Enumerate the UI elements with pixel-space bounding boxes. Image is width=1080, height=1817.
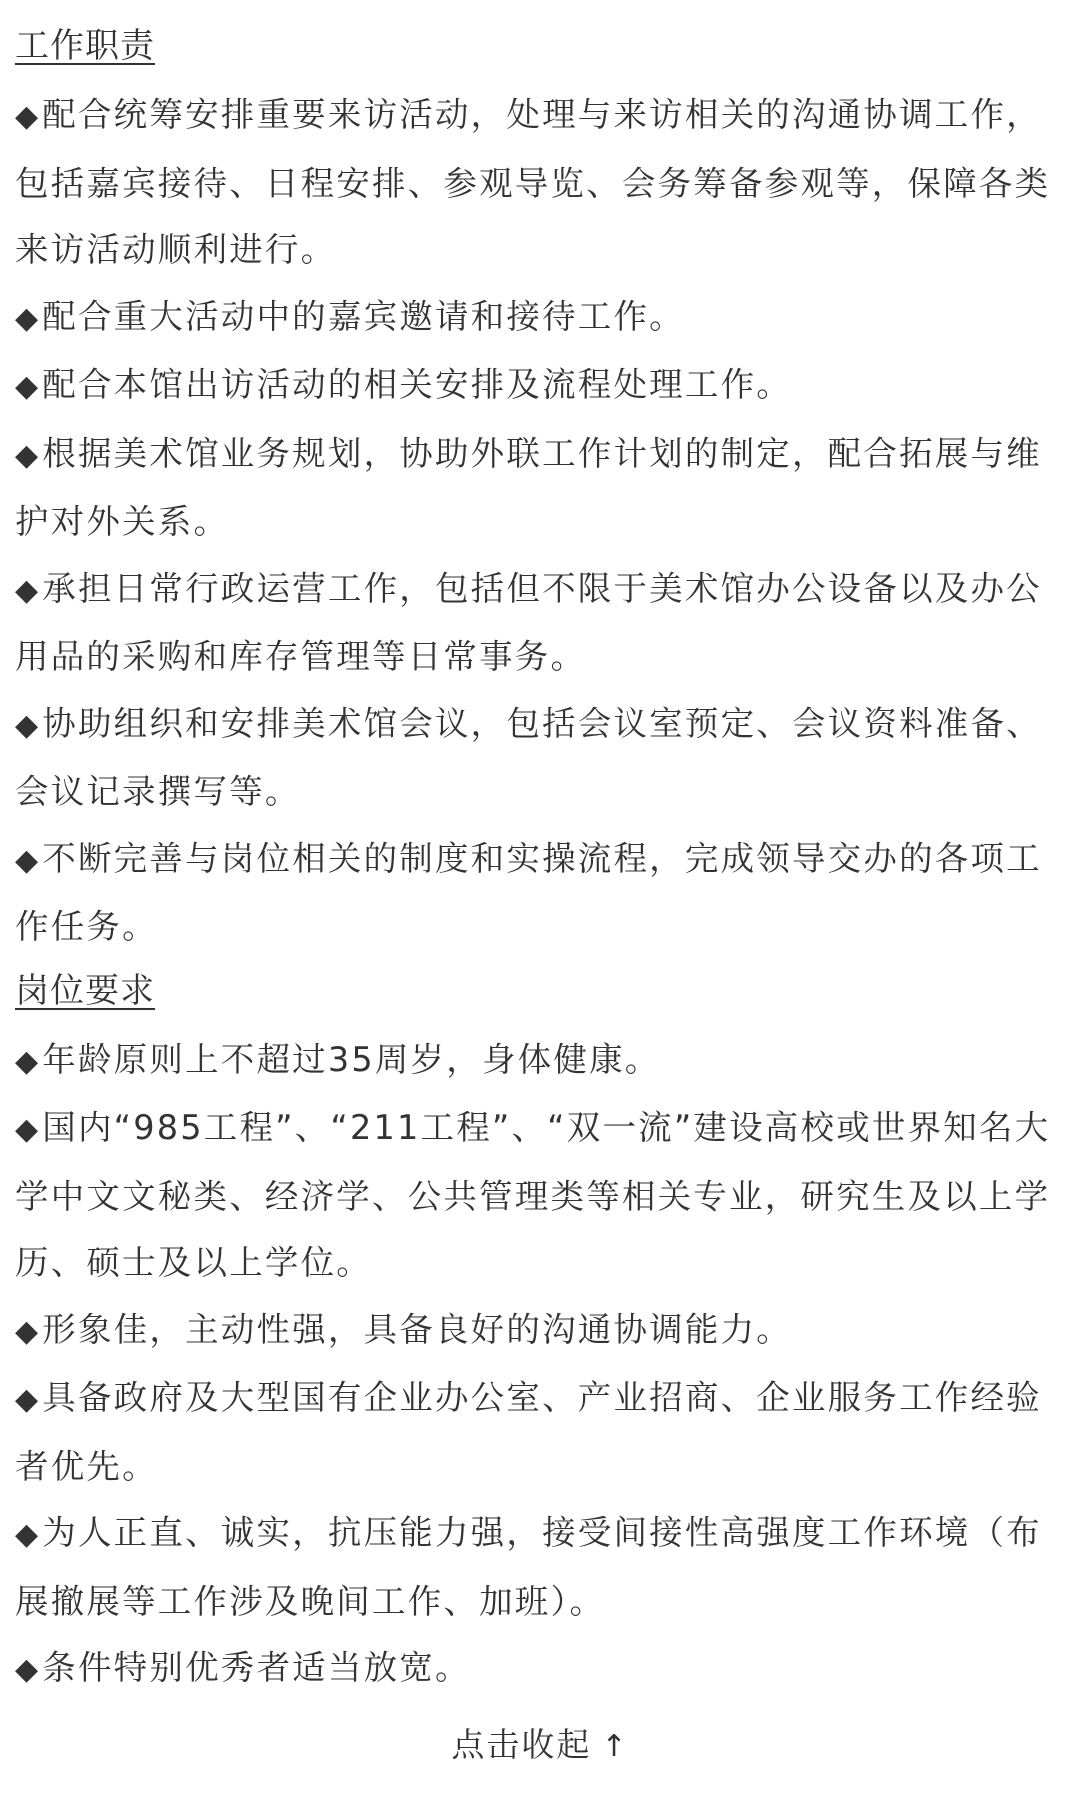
duty-text: 配合本馆出访活动的相关安排及流程处理工作。: [42, 365, 792, 404]
duties-section: [15, 16, 1066, 961]
duty-text: 配合重大活动中的嘉宾邀请和接待工作。: [42, 296, 685, 336]
diamond-bullet-icon: ◆: [15, 707, 41, 743]
duty-text: 协助组织和安排美术馆会议，包括会议室预定、会议资料准备、会议记录撰写等。: [15, 703, 1042, 811]
duty-text: 承担日常行政运营工作，包括但不限于美术馆办公设备以及办公用品的采购和库存管理等日常事务。: [15, 568, 1042, 676]
requirement-text: 为人正直、诚实，抗压能力强，接受间接性高强度工作环境（布展撤展等工作涉及晚间工作、加班）。: [15, 1513, 1042, 1621]
duty-item: [15, 82, 1066, 284]
diamond-bullet-icon: ◆: [15, 437, 41, 473]
duty-item: [15, 421, 1066, 556]
diamond-bullet-icon: ◆: [15, 300, 41, 336]
requirement-item: [15, 1027, 1066, 1096]
duty-item: [15, 826, 1066, 961]
diamond-bullet-icon: ◆: [15, 1517, 41, 1552]
duty-text: 不断完善与岗位相关的制度和实操流程，完成领导交办的各项工作任务。: [15, 838, 1042, 946]
requirements-title: 岗位要求: [15, 970, 155, 1011]
requirement-item: [15, 1500, 1066, 1635]
requirement-text: 具备政府及大型国有企业办公室、产业招商、企业服务工作经验者优先。: [15, 1378, 1042, 1486]
requirement-item: [15, 1095, 1066, 1297]
duties-title: 工作职责: [15, 26, 155, 66]
collapse-button[interactable]: [0, 1720, 1080, 1772]
diamond-bullet-icon: ◆: [15, 1043, 41, 1079]
duty-text: 根据美术馆业务规划，协助外联工作计划的制定，配合拓展与维护对外关系。: [15, 433, 1042, 541]
requirement-item: [15, 1297, 1066, 1366]
diamond-bullet-icon: ◆: [15, 1652, 41, 1687]
duty-item: [15, 556, 1066, 691]
diamond-bullet-icon: ◆: [15, 1313, 41, 1349]
requirement-text: 条件特别优秀者适当放宽。: [42, 1648, 471, 1687]
diamond-bullet-icon: ◆: [15, 1112, 41, 1147]
requirement-item: [15, 1635, 1066, 1704]
duty-item: [15, 352, 1066, 421]
diamond-bullet-icon: ◆: [15, 369, 41, 404]
diamond-bullet-icon: ◆: [15, 572, 41, 608]
arrow-up-icon: ↑: [601, 1729, 629, 1764]
requirement-text: 年龄原则上不超过35周岁，身体健康。: [42, 1039, 661, 1079]
duty-item: [15, 691, 1066, 826]
requirements-section: [15, 961, 1066, 1704]
diamond-bullet-icon: ◆: [15, 99, 41, 134]
diamond-bullet-icon: ◆: [15, 1382, 41, 1417]
requirement-item: [15, 1365, 1066, 1500]
requirement-text: 国内“985工程”、“211工程”、“双一流”建设高校或世界知名大学中文文秘类、经济学、公共管理类等相关专业，研究生及以上学历、硕士及以上学位。: [15, 1108, 1051, 1282]
collapse-label: 点击收起: [451, 1725, 592, 1764]
diamond-bullet-icon: ◆: [15, 842, 41, 878]
requirement-text: 形象佳，主动性强，具备良好的沟通协调能力。: [42, 1309, 792, 1349]
duty-text: 配合统筹安排重要来访活动，处理与来访相关的沟通协调工作，包括嘉宾接待、日程安排、参观导览、会务筹备参观等，保障各类来访活动顺利进行。: [15, 95, 1051, 269]
duty-item: [15, 284, 1066, 353]
